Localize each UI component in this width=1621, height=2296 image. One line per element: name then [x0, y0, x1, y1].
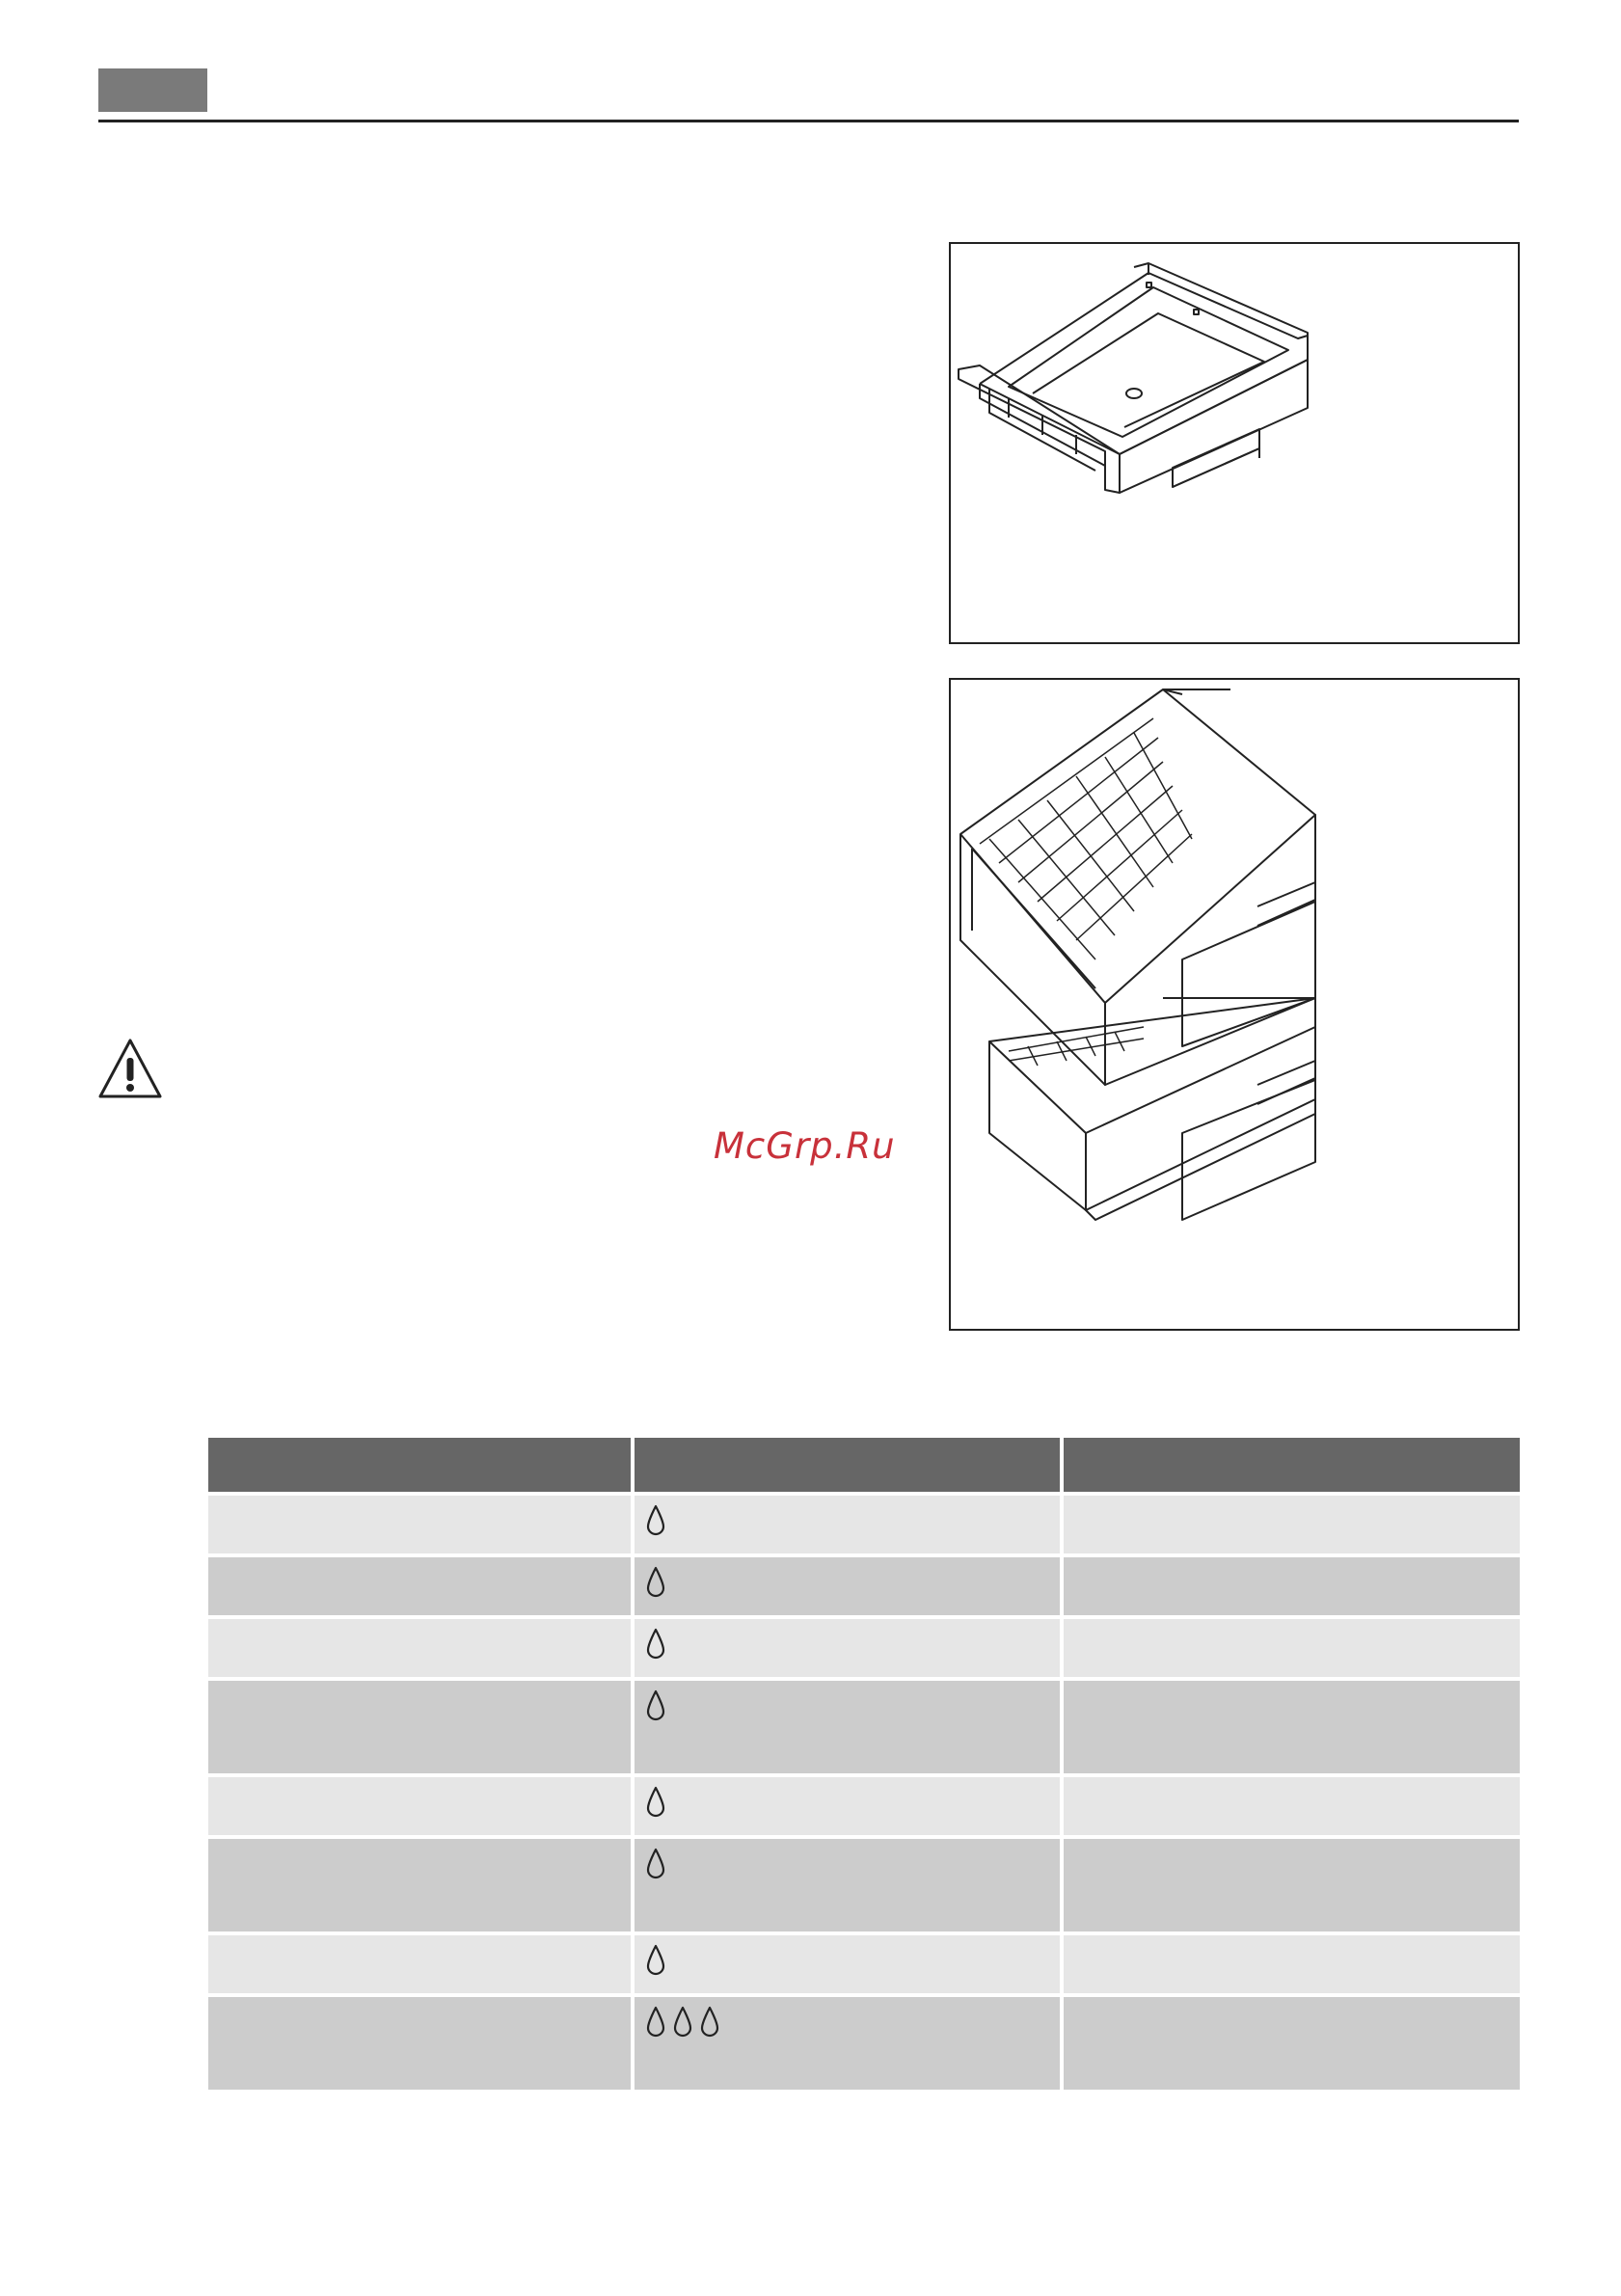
table-cell [208, 1839, 631, 1931]
table-cell [208, 1619, 631, 1677]
water-drop-icon [671, 2005, 694, 2038]
water-drop-icon [644, 2005, 667, 2038]
header-rule [98, 120, 1519, 122]
table-cell [1064, 1557, 1520, 1615]
table-row [208, 1839, 1520, 1931]
table-row [208, 1777, 1520, 1835]
table-row [208, 1997, 1520, 2090]
table-cell [208, 1777, 631, 1835]
table-header-cell [208, 1438, 631, 1492]
humidity-cell [635, 1681, 1060, 1773]
humidity-cell [635, 1619, 1060, 1677]
water-drop-icon [644, 1688, 667, 1721]
water-drop-icon [644, 1565, 667, 1598]
table-cell [1064, 1496, 1520, 1553]
humidity-cell [635, 1997, 1060, 2090]
water-drop-icon [644, 1943, 667, 1976]
water-drop-icon [644, 1627, 667, 1660]
table-row [208, 1496, 1520, 1553]
table-cell [1064, 1681, 1520, 1773]
table-row [208, 1619, 1520, 1677]
water-drop-icon [644, 1503, 667, 1536]
water-drop-icon [644, 1847, 667, 1879]
table-cell [208, 1997, 631, 2090]
humidity-cell [635, 1777, 1060, 1835]
table-cell [208, 1681, 631, 1773]
warning-triangle-icon [96, 1037, 164, 1100]
single-drawer-illustration [949, 242, 1520, 644]
table-body [208, 1496, 1520, 2090]
header-tab-marker [98, 68, 207, 112]
humidity-cell [635, 1935, 1060, 1993]
table-row [208, 1935, 1520, 1993]
table-cell [1064, 1619, 1520, 1677]
food-storage-table [208, 1438, 1520, 2093]
humidity-cell [635, 1496, 1060, 1553]
table-row [208, 1557, 1520, 1615]
table-header-cell [635, 1438, 1060, 1492]
table-header-row [208, 1438, 1520, 1492]
table-cell [1064, 1839, 1520, 1931]
table-cell [208, 1557, 631, 1615]
table-cell [208, 1496, 631, 1553]
table-header-cell [1064, 1438, 1520, 1492]
table-cell [208, 1935, 631, 1993]
table-cell [1064, 1997, 1520, 2090]
humidity-cell [635, 1839, 1060, 1931]
water-drop-icon [644, 1785, 667, 1818]
stacked-basket-drawers-illustration [949, 678, 1520, 1331]
table-cell [1064, 1777, 1520, 1835]
water-drop-icon [698, 2005, 721, 2038]
watermark-text: McGrp.Ru [714, 1125, 896, 1167]
table-row [208, 1681, 1520, 1773]
table-cell [1064, 1935, 1520, 1993]
humidity-cell [635, 1557, 1060, 1615]
